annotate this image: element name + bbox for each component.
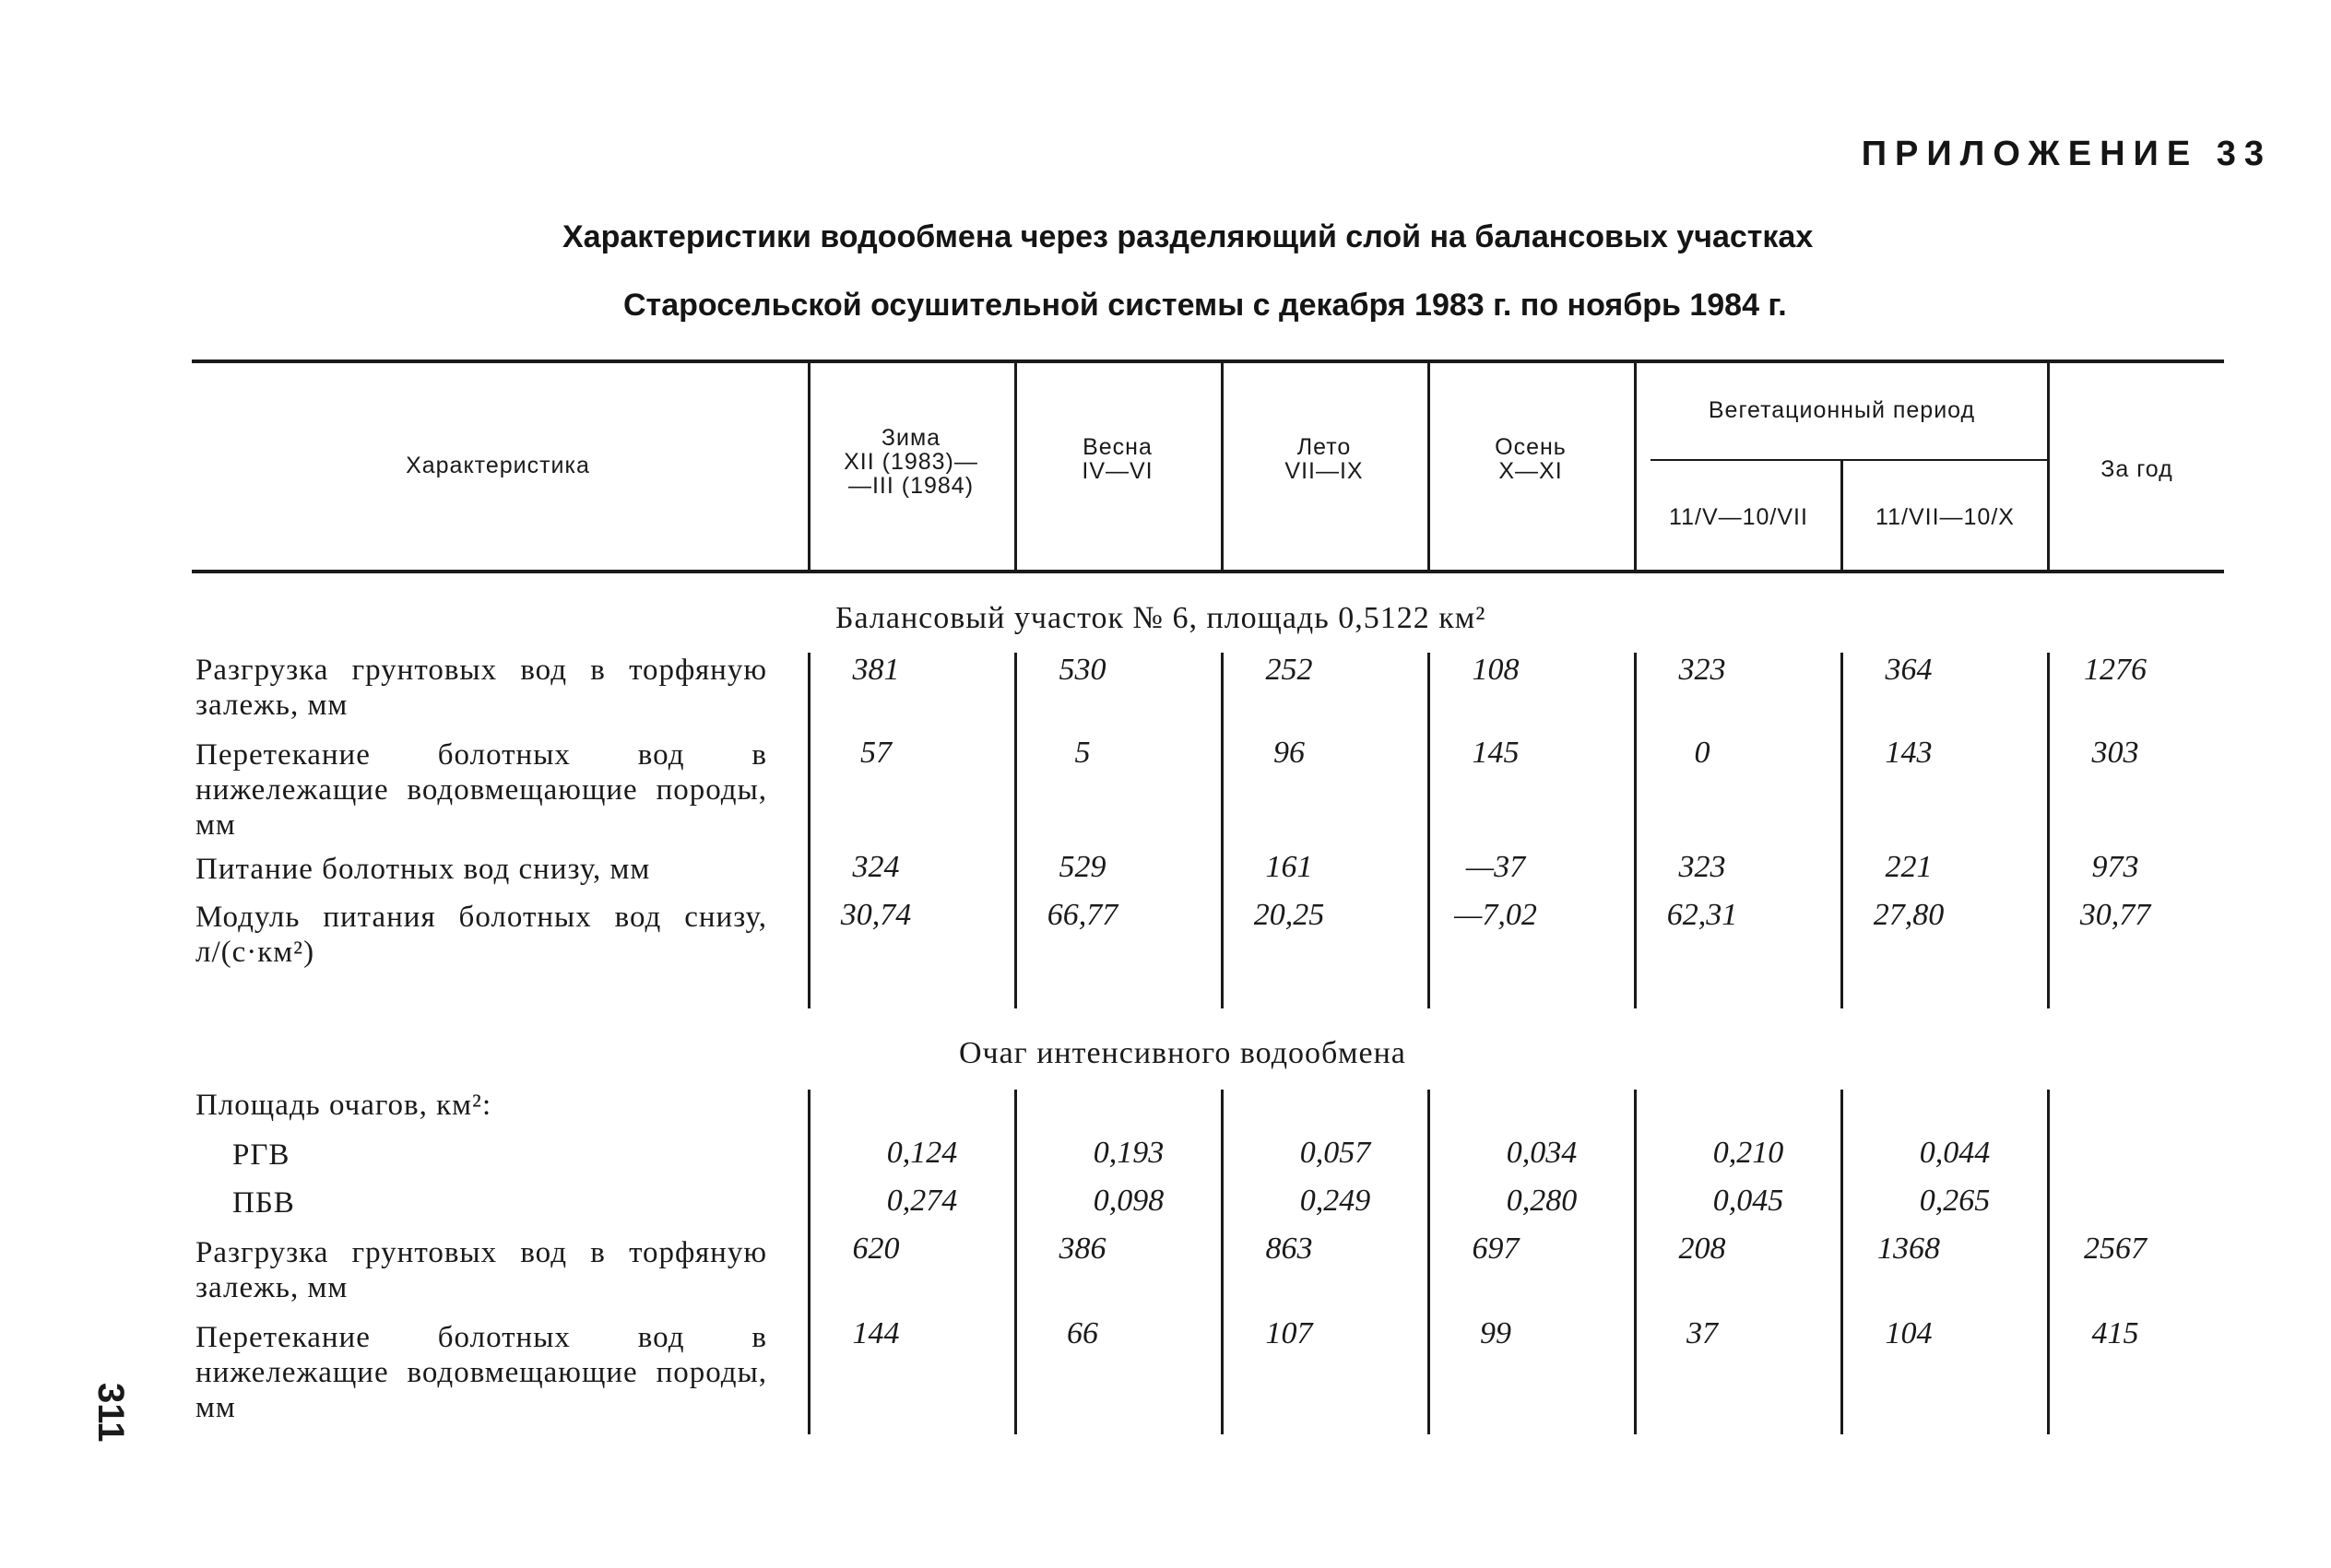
header-autumn [1427, 435, 1634, 483]
value-cell: 144 [852, 1316, 900, 1350]
header-veg-period-2: 11/VII—10/X [1875, 504, 2015, 530]
body1-col-divider [808, 653, 811, 1008]
section-2-title: Очаг интенсивного водообмена [959, 1036, 1406, 1070]
header-characteristic: Характеристика [406, 453, 590, 478]
value-cell: 57 [860, 736, 892, 770]
value-cell: 0,193 [1093, 1136, 1165, 1170]
value-cell: 364 [1885, 653, 1933, 687]
value-cell: 323 [1678, 653, 1726, 687]
row-label: Модуль питания болотных вод снизу, л/(с·км²) [195, 901, 767, 969]
value-cell: 0,044 [1919, 1136, 1991, 1170]
header-summer-title: Лето [1296, 434, 1352, 460]
header-winter [808, 426, 1014, 498]
pbv-label: ПБВ [232, 1186, 295, 1220]
value-cell: 66 [1067, 1316, 1098, 1350]
value-cell: 1368 [1877, 1232, 1940, 1266]
row-label: Питание болотных вод снизу, мм [195, 853, 651, 886]
value-cell: 0,045 [1712, 1184, 1784, 1218]
area-label: Площадь очагов, км²: [195, 1089, 492, 1122]
value-cell: 252 [1265, 653, 1313, 687]
value-cell: 303 [2091, 736, 2139, 770]
header-summer-months: VII—IX [1284, 458, 1364, 484]
row-label: Разгрузка грунтовых вод в торфяную залежь, мм [195, 654, 767, 722]
value-cell: 0 [1694, 736, 1710, 770]
value-cell: 104 [1885, 1316, 1933, 1350]
body1-col-divider [1014, 653, 1017, 1008]
value-cell: 386 [1059, 1232, 1106, 1266]
value-cell: 20,25 [1253, 898, 1325, 932]
header-winter-to: —III (1984) [847, 473, 975, 499]
vegetation-divider [1651, 459, 2047, 461]
page-number: 311 [90, 1383, 131, 1443]
value-cell: 108 [1472, 653, 1520, 687]
value-cell: 0,274 [886, 1184, 958, 1218]
value-cell: 973 [2091, 850, 2139, 884]
value-cell: 324 [852, 850, 900, 884]
row-label: Перетекание болотных вод в нижележащие водовмещающие породы, мм [195, 1321, 767, 1424]
table-top-rule [192, 360, 2224, 363]
header-veg-period-1: 11/V—10/VII [1669, 504, 1808, 530]
header-col-divider [1634, 363, 1637, 570]
header-autumn-title: Осень [1495, 434, 1567, 460]
value-cell: 530 [1059, 653, 1106, 687]
value-cell: 529 [1059, 850, 1106, 884]
value-cell: 62,31 [1666, 898, 1738, 932]
header-spring [1014, 435, 1221, 483]
value-cell: 697 [1472, 1232, 1520, 1266]
value-cell: 415 [2091, 1316, 2139, 1350]
header-winter-title: Зима [881, 425, 941, 451]
value-cell: 0,265 [1919, 1184, 1991, 1218]
value-cell: 208 [1678, 1232, 1726, 1266]
value-cell: 5 [1074, 736, 1091, 770]
value-cell: 863 [1265, 1232, 1313, 1266]
value-cell: 0,034 [1506, 1136, 1578, 1170]
value-cell: 0,057 [1299, 1136, 1371, 1170]
value-cell: 620 [852, 1232, 900, 1266]
value-cell: 30,74 [840, 898, 912, 932]
appendix-label: ПРИЛОЖЕНИЕ 33 [1861, 135, 2272, 173]
value-cell: 0,098 [1093, 1184, 1165, 1218]
header-spring-title: Весна [1083, 434, 1153, 460]
value-cell: 0,249 [1299, 1184, 1371, 1218]
header-autumn-months: X—XI [1498, 458, 1563, 484]
value-cell: 2567 [2084, 1232, 2147, 1266]
value-cell: 0,280 [1506, 1184, 1578, 1218]
value-cell: —7,02 [1454, 898, 1537, 932]
body1-col-divider [1634, 653, 1637, 1008]
row-label: Перетекание болотных вод в нижележащие водовмещающие породы, мм [195, 738, 767, 842]
value-cell: 27,80 [1873, 898, 1945, 932]
header-year: За год [2100, 456, 2173, 482]
value-cell: 1276 [2084, 653, 2147, 687]
table-title-line-2: Старосельской осушительной системы с декабря 1983 г. по ноябрь 1984 г. [623, 288, 1787, 323]
value-cell: 323 [1678, 850, 1726, 884]
value-cell: 0,124 [886, 1136, 958, 1170]
row-label: Разгрузка грунтовых вод в торфяную залежь, мм [195, 1236, 767, 1304]
value-cell: 66,77 [1047, 898, 1118, 932]
value-cell: —37 [1465, 850, 1526, 884]
header-summer [1221, 435, 1427, 483]
value-cell: 161 [1265, 850, 1313, 884]
value-cell: 0,210 [1712, 1136, 1784, 1170]
header-spring-months: IV—VI [1082, 458, 1154, 484]
header-vegetation: Вегетационный период [1708, 397, 1976, 423]
value-cell: 145 [1472, 736, 1520, 770]
rgv-label: РГВ [232, 1138, 290, 1172]
body1-col-divider [1221, 653, 1224, 1008]
value-cell: 143 [1885, 736, 1933, 770]
body1-col-divider [2047, 653, 2050, 1008]
value-cell: 221 [1885, 850, 1933, 884]
value-cell: 99 [1480, 1316, 1511, 1350]
header-bottom-rule [192, 570, 2224, 573]
value-cell: 107 [1265, 1316, 1313, 1350]
header-winter-from: XII (1983)— [844, 449, 978, 475]
value-cell: 381 [852, 653, 900, 687]
section-1-title: Балансовый участок № 6, площадь 0,5122 км² [835, 601, 1486, 635]
value-cell: 37 [1686, 1316, 1718, 1350]
body1-col-divider [1840, 653, 1843, 1008]
value-cell: 96 [1273, 736, 1305, 770]
body1-col-divider [1427, 653, 1430, 1008]
table-title-line-1: Характеристики водообмена через разделяющий слой на балансовых участках [562, 219, 1814, 254]
value-cell: 30,77 [2079, 898, 2151, 932]
